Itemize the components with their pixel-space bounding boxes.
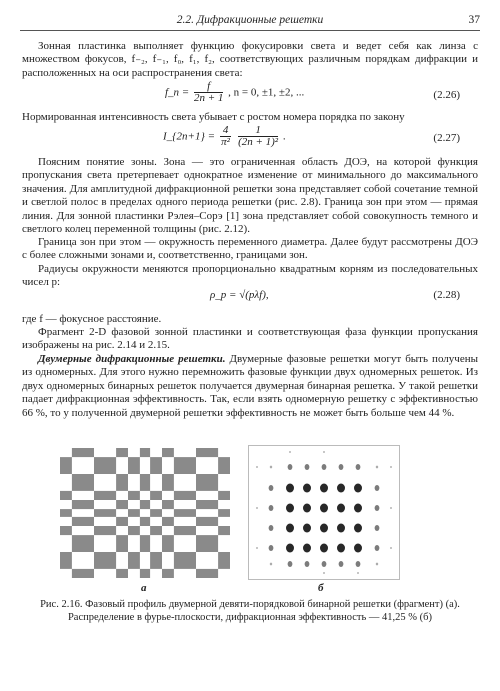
phase-cell	[94, 552, 116, 569]
running-header	[20, 14, 480, 31]
diffraction-spot-faint	[289, 451, 291, 453]
diffraction-spot	[356, 561, 361, 567]
diffraction-spot	[375, 485, 380, 491]
eq3-expression: ρ_p = √(pλf),	[210, 289, 269, 301]
equation-2-28	[0, 287, 500, 307]
phase-cell	[150, 526, 162, 535]
phase-cell	[150, 509, 162, 517]
paragraph-radii: Радиусы окружности меняются пропорционально квадратным корням из последовательных чисел p:	[22, 263, 478, 289]
phase-cell	[116, 517, 128, 526]
diffraction-spot	[288, 561, 293, 567]
phase-cell	[174, 552, 196, 569]
phase-profile-svg	[60, 448, 230, 578]
phase-cell	[72, 517, 94, 526]
diffraction-spot-faint	[357, 572, 359, 574]
phase-cell	[162, 474, 174, 491]
eq2-numerator-1: 4	[220, 125, 232, 137]
diffraction-spot	[320, 524, 328, 533]
phase-cell	[94, 526, 116, 535]
paragraph-fragment: Фрагмент 2-D фазовой зонной пластинки и соответствующая фаза функции пропускания изображены на рис. 2.14 и 2.15.	[22, 326, 478, 352]
phase-cell	[218, 457, 230, 474]
page-number: 37	[468, 14, 480, 26]
section-title: 2.2. Дифракционные решетки	[176, 14, 324, 26]
eq2-label: (2.27)	[433, 132, 460, 144]
phase-cell	[72, 474, 94, 491]
phase-cell	[218, 526, 230, 535]
diffraction-spot	[288, 464, 293, 470]
diffraction-spot	[356, 464, 361, 470]
diffraction-spot	[375, 525, 380, 531]
diffraction-spot	[269, 545, 274, 551]
diffraction-spot	[337, 544, 345, 553]
paragraph-zone-boundary: Граница зон при этом — окружность переменного диаметра. Далее будут рассмотрены ДОЭ с более сложными зонами и, соответственно, границами зон.	[22, 236, 478, 262]
diffraction-spot	[354, 524, 362, 533]
diffraction-spot	[286, 524, 294, 533]
phase-cell	[128, 491, 140, 500]
eq2-lhs: I_{2n+1} =	[163, 130, 216, 143]
paragraph-zone-plate-intro: Зонная пластинка выполняет функцию фокусировки света и ведет себя как линза с множеством фокусов, f₋₂, f₋₁, f₀, f₁, f₂, соответствующих различным порядкам дифракции и расположенных на оси распространения света:	[22, 40, 478, 79]
diffraction-spot	[339, 464, 344, 470]
phase-cell	[60, 526, 72, 535]
diffraction-spot	[303, 544, 311, 553]
diffraction-spot	[305, 561, 310, 567]
eq1-numerator: f	[194, 81, 223, 93]
diffraction-spot	[269, 505, 274, 511]
figure-label-a: а	[141, 582, 147, 594]
diffraction-spot	[270, 466, 272, 469]
diffraction-spot	[376, 466, 378, 469]
diffraction-spot	[375, 505, 380, 511]
eq2-fraction-1	[220, 125, 232, 148]
diffraction-spot	[322, 561, 327, 567]
diffraction-spot	[286, 484, 294, 493]
diffraction-spot	[269, 525, 274, 531]
paragraph-focal: где f — фокусное расстояние.	[22, 313, 162, 325]
phase-cell	[60, 491, 72, 500]
phase-cell	[60, 552, 72, 569]
diffraction-spot	[339, 561, 344, 567]
phase-cell	[116, 535, 128, 552]
caption-line-2: Распределение в фурье-плоскости, дифракционная эффективность — 41,25 % (б)	[67, 612, 433, 623]
diffraction-spot-faint	[390, 507, 392, 509]
phase-cell	[140, 500, 150, 509]
eq2-fraction-2	[238, 125, 278, 148]
diffraction-spot-faint	[256, 466, 258, 468]
phase-cell	[116, 500, 128, 509]
phase-cell	[218, 491, 230, 500]
phase-cell	[150, 491, 162, 500]
phase-cell	[174, 457, 196, 474]
phase-cell	[218, 552, 230, 569]
phase-cell	[72, 448, 94, 457]
phase-cell	[174, 491, 196, 500]
phase-cell	[196, 517, 218, 526]
phase-cell	[174, 526, 196, 535]
diffraction-spot	[337, 524, 345, 533]
eq1-denominator: 2n + 1	[193, 92, 224, 104]
equation-2-27	[0, 124, 500, 154]
figure-caption	[30, 598, 470, 624]
phase-cell	[196, 569, 218, 578]
diffraction-spot	[303, 504, 311, 513]
phase-cell	[116, 448, 128, 457]
diffraction-spot	[375, 545, 380, 551]
phase-cell	[150, 457, 162, 474]
phase-cell	[116, 569, 128, 578]
equation-2-26	[0, 81, 500, 109]
diffraction-spot	[320, 504, 328, 513]
eq1-fraction	[194, 81, 223, 104]
phase-cell	[140, 474, 150, 491]
diffraction-spot	[270, 563, 272, 566]
phase-cell	[162, 500, 174, 509]
diffraction-spot	[286, 504, 294, 513]
diffraction-spot	[303, 484, 311, 493]
diffraction-spot-faint	[323, 572, 325, 574]
eq3-label: (2.28)	[433, 289, 460, 301]
diffraction-spot-faint	[256, 507, 258, 509]
paragraph-heading: Двумерные дифракционные решетки.	[38, 353, 226, 365]
phase-cell	[128, 457, 140, 474]
phase-cell	[94, 491, 116, 500]
phase-cell	[196, 535, 218, 552]
phase-cell	[162, 517, 174, 526]
diffraction-spot-faint	[323, 451, 325, 453]
diffraction-spot	[320, 484, 328, 493]
phase-cell	[60, 509, 72, 517]
phase-cell	[140, 448, 150, 457]
paragraph-body: Двумерные фазовые решетки могут быть получены из одномерных. Для этого нужно перемножить фазовые функции двух одномерных решеток. Из двух одномерных бинарных решеток получается двумерная бинарная решетка. У такой решетки падает дифракционная эффективность. Так, если взять одномерную решетку с эффективностью 66 %, то у полученной двумерной решетки эффективность не может быть больше чем 44 %.	[22, 353, 478, 419]
eq1-label: (2.26)	[433, 89, 460, 101]
diffraction-spot	[354, 544, 362, 553]
phase-cell	[162, 535, 174, 552]
diffraction-spot-faint	[256, 547, 258, 549]
diffraction-spot	[305, 464, 310, 470]
eq1-rhs: , n = 0, ±1, ±2, ...	[228, 86, 305, 99]
paragraph-intensity: Нормированная интенсивность света убывает с ростом номера порядка по закону	[22, 111, 405, 123]
eq1-lhs: f_n =	[165, 86, 190, 99]
diffraction-spot	[337, 484, 345, 493]
phase-cell	[72, 569, 94, 578]
phase-cell	[140, 569, 150, 578]
phase-cell	[94, 509, 116, 517]
phase-cell	[162, 569, 174, 578]
caption-line-1: Рис. 2.16. Фазовый профиль двумерной девяти-порядковой бинарной решетки (фрагмент) (а).	[40, 599, 460, 610]
phase-cell	[150, 552, 162, 569]
phase-cell	[128, 526, 140, 535]
diffraction-spot-faint	[390, 466, 392, 468]
diffraction-spot-faint	[390, 547, 392, 549]
phase-cell	[94, 457, 116, 474]
diffraction-spot	[320, 544, 328, 553]
fourier-plane-svg	[249, 446, 399, 579]
diffraction-spot	[286, 544, 294, 553]
phase-cell	[174, 509, 196, 517]
eq2-denominator-2: (2n + 1)²	[238, 136, 279, 148]
phase-cell	[60, 457, 72, 474]
phase-cell	[140, 517, 150, 526]
phase-cell	[162, 448, 174, 457]
diffraction-spot	[354, 504, 362, 513]
eq2-tail: .	[282, 130, 286, 143]
diffraction-spot	[303, 524, 311, 533]
phase-cell	[72, 500, 94, 509]
diffraction-spot	[376, 563, 378, 566]
phase-cell	[72, 535, 94, 552]
phase-cell	[196, 500, 218, 509]
figure-b-spots	[248, 445, 400, 580]
figure-a-pattern	[60, 448, 230, 578]
diffraction-spot	[322, 464, 327, 470]
phase-cell	[196, 474, 218, 491]
phase-cell	[116, 474, 128, 491]
diffraction-spot	[269, 485, 274, 491]
phase-cell	[196, 448, 218, 457]
paragraph-zone-definition: Поясним понятие зоны. Зона — это ограниченная область ДОЭ, на которой функция пропускания света претерпевает однократное изменение от минимального до максимального значения. Для амплитудной дифракционной решетки зона представляет собой сочетание темной и светлой полос в пределах одного периода решетки (рис. 2.8). Граница зон при этом — прямая линия. Для зонной пластинки Рэлея–Сорэ [1] зона представляет собой совокупность темного и светлого колец переменной толщины (рис. 2.12).	[22, 156, 478, 236]
paragraph-2d-gratings	[22, 353, 478, 420]
diffraction-spot	[354, 484, 362, 493]
figure-label-b: б	[318, 582, 324, 594]
phase-cell	[128, 552, 140, 569]
phase-cell	[128, 509, 140, 517]
eq2-numerator-2: 1	[238, 125, 278, 137]
phase-cell	[218, 509, 230, 517]
eq2-denominator-1: π²	[221, 136, 230, 148]
phase-cell	[140, 535, 150, 552]
diffraction-spot	[337, 504, 345, 513]
